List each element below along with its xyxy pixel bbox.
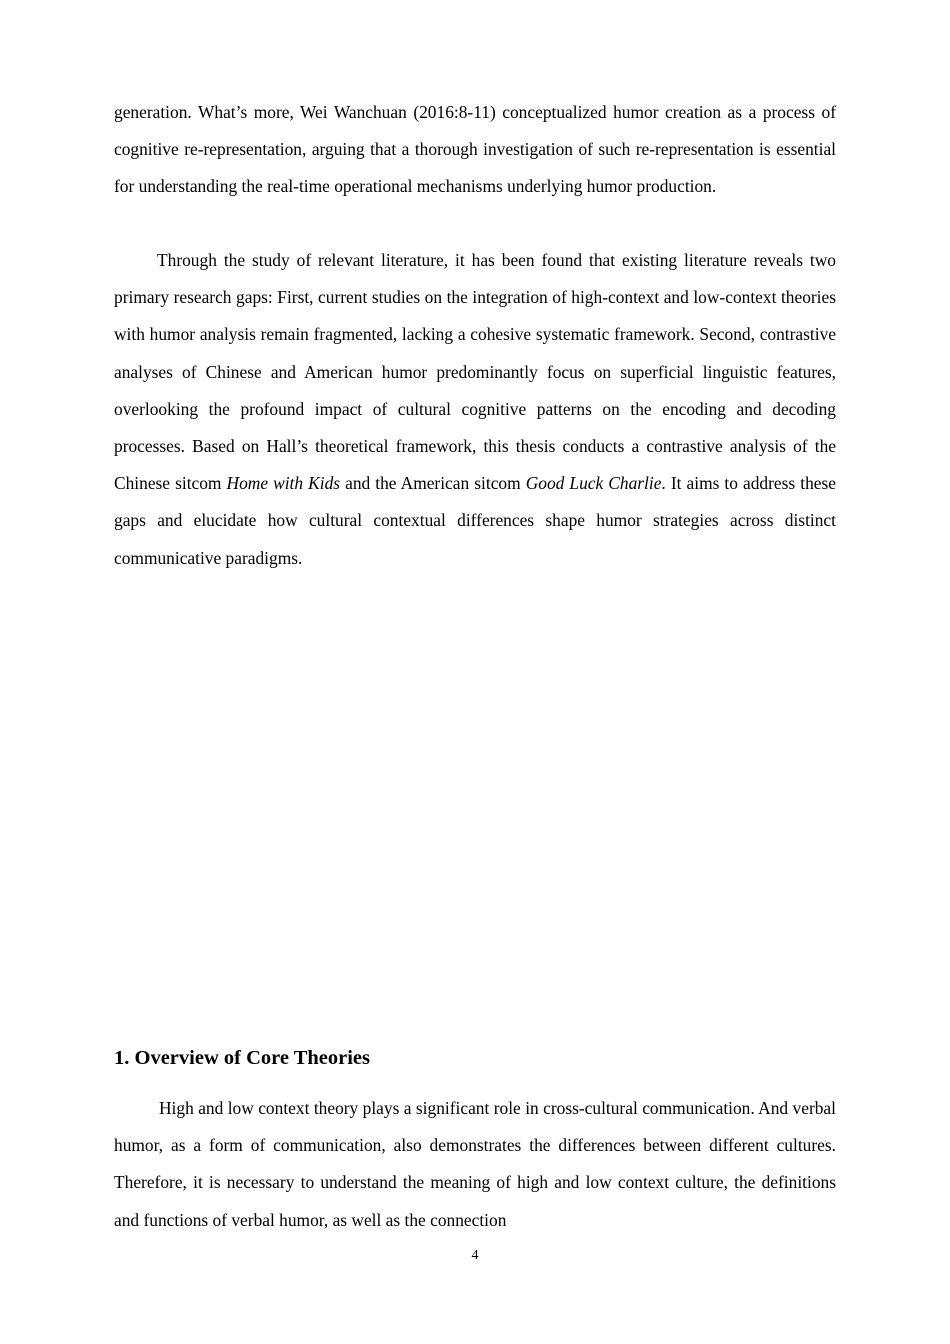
section-heading: 1. Overview of Core Theories bbox=[114, 1047, 370, 1069]
paragraph-continuation: generation. What’s more, Wei Wanchuan (2016:8-11) conceptualized humor creation as a process of cognitive re-representation, arguing that a thorough investigation of such re-representation is essential for understanding the real-time operational mechanisms underlying humor production. bbox=[114, 102, 836, 197]
paragraph-text: . It aims to address these gaps and elucidate how cultural contextual differences shape humor strategies across distinct communicative paradigms. bbox=[114, 473, 836, 568]
sitcom-title-home-with-kids: Home with Kids bbox=[226, 473, 341, 494]
page-number: 4 bbox=[471, 1248, 479, 1263]
paragraph-text: Through the study of relevant literature, it has been found that existing literature reveals two primary research gaps: First, current studies on the integration of high-context and low-context theories with humor analysis remain fragmented, lacking a cohesive systematic framework. Second, contrastive analyses of Chinese and American humor predominantly focus on superficial linguistic features, overlooking the profound impact of cultural cognitive patterns on the encoding and decoding processes. Based on Hall’s theoretical framework, this thesis conducts a contrastive analysis of the Chinese sitcom bbox=[114, 250, 836, 494]
paragraph-research-gaps bbox=[114, 242, 836, 577]
sitcom-title-good-luck-charlie: Good Luck Charlie bbox=[525, 473, 662, 494]
paragraph-core-theories: High and low context theory plays a significant role in cross-cultural communication. And verbal humor, as a form of communication, also demonstrates the differences between different cultures. Therefore, it is necessary to understand the meaning of high and low context culture, the definitions and functions of verbal humor, as well as the connection bbox=[114, 1098, 836, 1230]
paragraph-text: and the American sitcom bbox=[340, 473, 526, 494]
